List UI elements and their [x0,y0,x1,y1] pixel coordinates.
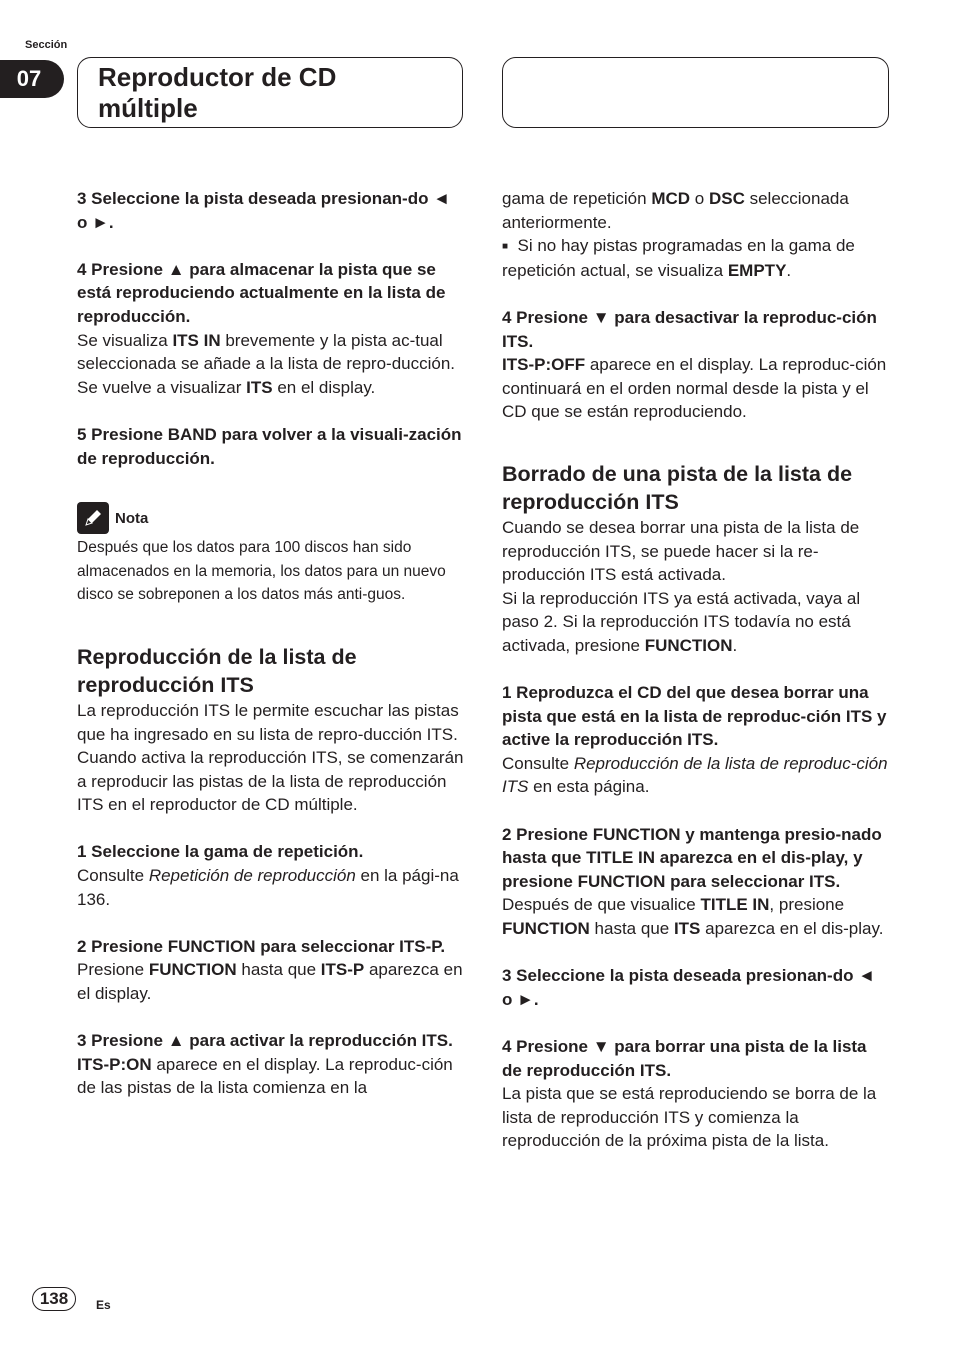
section-intro: Cuando se desea borrar una pista de la lista de reproducción ITS, se puede hacer si la re-producción ITS está activada. [502,517,860,585]
section-number-badge: 07 [0,60,64,98]
bullet-item: ■ Si no hay pistas programadas en la gama de repetición actual, se visualiza EMPTY. [502,236,855,280]
step-title: 2 Presione FUNCTION para seleccionar ITS-P. [77,936,446,956]
section-heading: Reproducción de la lista de reproducción ITS [77,644,357,697]
note-header [77,500,464,536]
language-code: Es [96,1298,111,1312]
chapter-title-box [77,57,463,128]
page-number: 138 [32,1287,76,1311]
step-body: Consulte Repetición de reproducción en la pági-na 136. [77,866,459,909]
step-title: 4 Presione ▲ para almacenar la pista que se está reproduciendo actualmente en la lista de reproducción. [77,259,446,326]
step-title: 2 Presione FUNCTION y mantenga presio-nado hasta que TITLE IN aparezca en el dis-play, y presione FUNCTION para seleccionar ITS. [502,824,882,891]
pencil-icon [77,502,109,534]
step-title: 3 Seleccione la pista deseada presionan-do ◄ o ►. [77,189,451,232]
section-label: Sección [25,39,68,51]
step-title: 4 Presione ▼ para desactivar la reproduc-ción ITS. [502,307,877,351]
note-body: Después que los datos para 100 discos han sido almacenados en la memoria, los datos para un nuevo disco se sobreponen a los datos más anti-guos. [77,539,446,604]
note-label: Nota [115,509,149,527]
step-body: ITS-P:OFF aparece en el display. La reproduc-ción continuará en el orden normal desde la pista y el CD que se están reproduciendo. [502,355,887,422]
section-intro: Si la reproducción ITS ya está activada, vaya al paso 2. Si la reproducción ITS todavía no está activada, presione FUNCTION. [502,588,861,655]
chapter-title: Reproductor de CD múltiple [98,62,337,123]
step-body: ITS-P:ON aparece en el display. La reproduc-ción de las pistas de la lista comienza en la [77,1054,453,1098]
step-body: Presione FUNCTION hasta que ITS-P aparezca en el display. [77,960,463,1004]
step-title: 1 Reproduzca el CD del que desea borrar una pista que está en la lista de reproduc-ción ITS y active la reproducción ITS. [502,683,887,750]
step-body: Después de que visualice TITLE IN, presione FUNCTION hasta que ITS aparezca en el dis-play. [502,895,884,939]
step-title: 4 Presione ▼ para borrar una pista de la lista de reproducción ITS. [502,1037,867,1080]
step-body: La pista que se está reproduciendo se borra de la lista de reproducción ITS y comienza la reproducción de la próxima pista de la lista. [502,1084,877,1151]
step-title: 3 Seleccione la pista deseada presionan-do ◄ o ►. [502,966,876,1009]
step-title: 3 Presione ▲ para activar la reproducción ITS. [77,1031,453,1051]
step-title: 5 Presione BAND para volver a la visuali-zación de reproducción. [77,424,462,468]
header-right-box [502,57,889,128]
step-title: 1 Seleccione la gama de repetición. [77,842,364,862]
step-body: Se visualiza ITS IN brevemente y la pista ac-tual seleccionada se añade a la lista de repro-ducción. Se vuelve a visualizar ITS en el display. [77,330,456,397]
square-bullet-icon: ■ [502,241,509,253]
right-column [502,187,889,1153]
step-body: gama de repetición MCD o DSC seleccionada anteriormente. [502,189,849,232]
left-column [77,187,464,1100]
section-heading: Borrado de una pista de la lista de reproducción ITS [502,461,853,514]
step-body: Consulte Reproducción de la lista de reproduc-ción ITS en esta página. [502,753,888,797]
section-intro: La reproducción ITS le permite escuchar las pistas que ha ingresado en su lista de repro-ducción ITS. Cuando activa la reproducción ITS, se comenzarán a reproducir las pistas de la lista de reproducción ITS en el reproductor de CD múltiple. [77,700,464,815]
